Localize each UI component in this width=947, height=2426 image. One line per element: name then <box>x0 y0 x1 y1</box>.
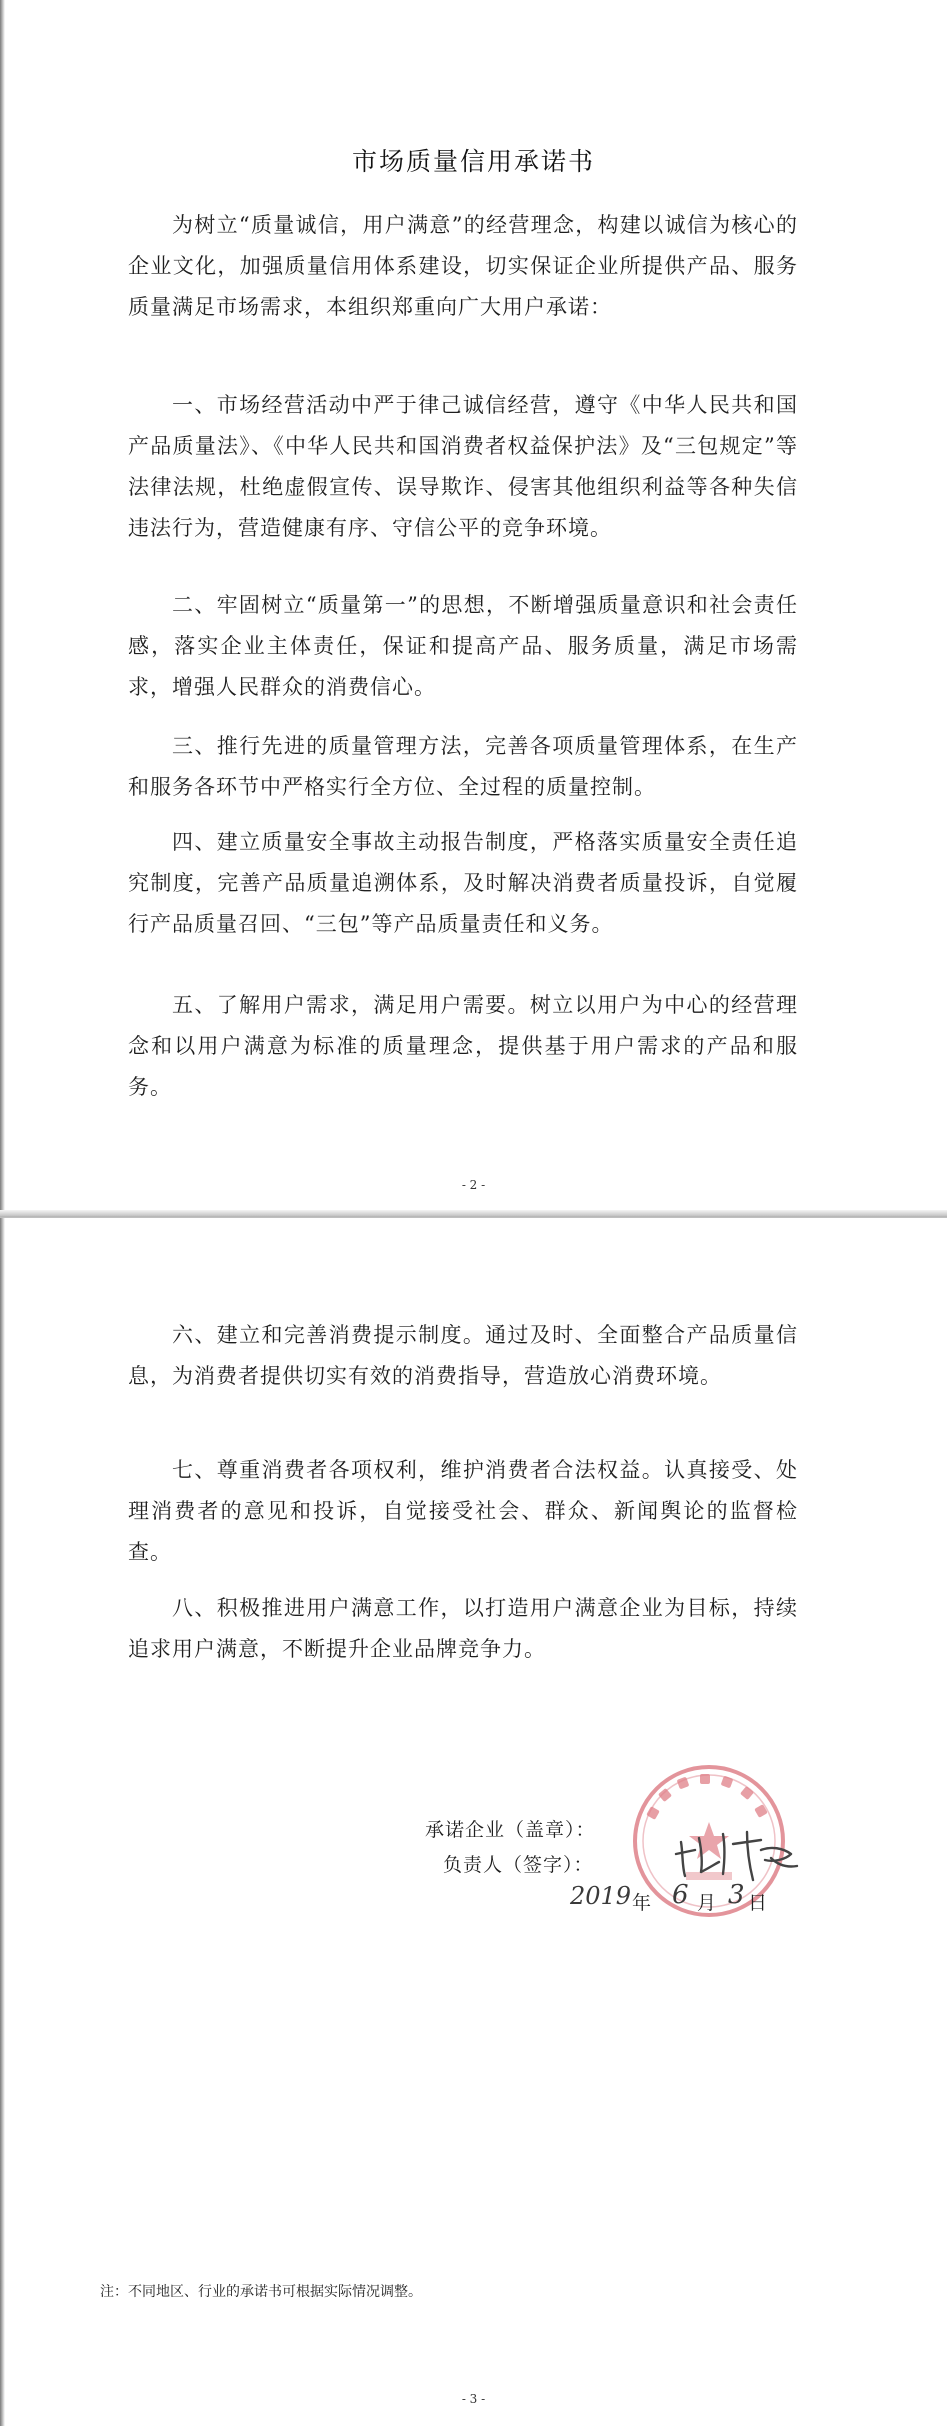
intro-paragraph: 为树立“质量诚信，用户满意”的经营理念，构建以诚信为核心的企业文化，加强质量信用体系建设，切实保证企业所提供产品、服务质量满足市场需求，本组织郑重向广大用户承诺： <box>128 213 798 319</box>
commitment-paragraph-6: 六、建立和完善消费提示制度。通过及时、全面整合产品质量信息，为消费者提供切实有效的消费指导，营造放心消费环境。 <box>128 1323 798 1388</box>
date-month: 6 <box>672 1880 689 1910</box>
company-seal-label: 承诺企业（盖章）： <box>425 1819 596 1841</box>
commitment-paragraph-7: 七、尊重消费者各项权利，维护消费者合法权益。认真接受、处理消费者的意见和投诉，自觉接受社会、群众、新闻舆论的监督检查。 <box>128 1458 798 1564</box>
scan-edge <box>0 0 5 1215</box>
responsible-person-label: 负责人（签字）： <box>443 1854 594 1876</box>
handwritten-signature <box>673 1824 803 1884</box>
document-title: 市场质量信用承诺书 <box>351 147 595 176</box>
date-month-char: 月 <box>697 1892 718 1914</box>
commitment-paragraph-5: 五、了解用户需求，满足用户需要。树立以用户为中心的经营理念和以用户满意为标准的质量理念，提供基于用户需求的产品和服务。 <box>128 993 798 1099</box>
commitment-paragraph-1: 一、市场经营活动中严于律己诚信经营，遵守《中华人民共和国产品质量法》、《中华人民共和国消费者权益保护法》及“三包规定”等法律法规，杜绝虚假宣传、误导欺诈、侵害其他组织利益等各种失信违法行为，营造健康有序、守信公平的竞争环境。 <box>128 393 798 540</box>
date-day-char: 日 <box>748 1892 769 1914</box>
commitment-paragraph-8: 八、积极推进用户满意工作，以打造用户满意企业为目标，持续追求用户满意，不断提升企业品牌竞争力。 <box>128 1596 798 1661</box>
date-day: 3 <box>728 1880 745 1910</box>
date-year-char: 年 <box>632 1892 653 1914</box>
commitment-paragraph-4: 四、建立质量安全事故主动报告制度，严格落实质量安全责任追究制度，完善产品质量追溯体系，及时解决消费者质量投诉，自觉履行产品质量召回、“三包”等产品质量责任和义务。 <box>128 830 798 936</box>
scan-edge <box>0 1218 5 2426</box>
page-number: - 2 - <box>461 1178 486 1192</box>
commitment-paragraph-2: 二、牢固树立“质量第一”的思想，不断增强质量意识和社会责任感，落实企业主体责任，保证和提高产品、服务质量，满足市场需求，增强人民群众的消费信心。 <box>128 593 798 699</box>
page-number: - 3 - <box>461 2392 486 2406</box>
date-year: 2019 <box>570 1882 632 1910</box>
footnote: 注：不同地区、行业的承诺书可根据实际情况调整。 <box>100 2284 422 2300</box>
commitment-paragraph-3: 三、推行先进的质量管理方法，完善各项质量管理体系，在生产和服务各环节中严格实行全方位、全过程的质量控制。 <box>128 734 798 799</box>
